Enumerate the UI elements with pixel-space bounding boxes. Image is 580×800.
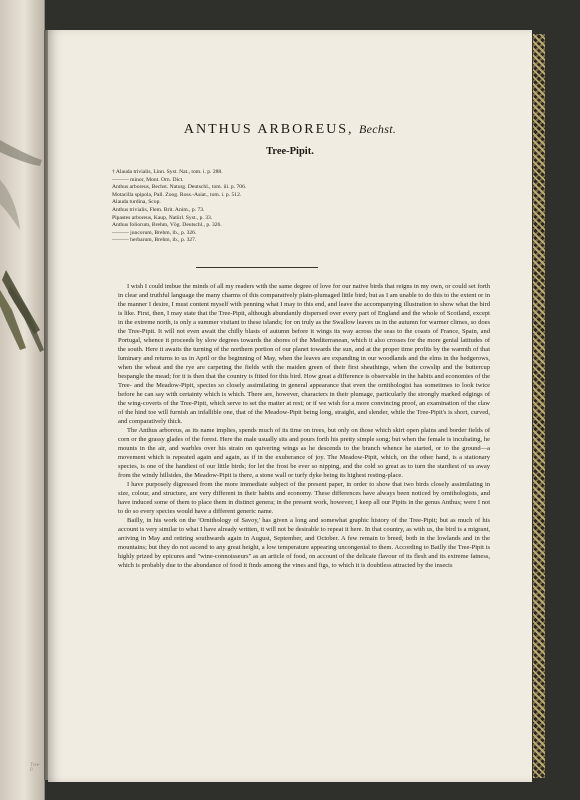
page-edge-pattern — [532, 34, 545, 778]
title-main: ANTHUS ARBOREUS, — [183, 122, 354, 137]
body-text — [118, 282, 490, 570]
synonym-item: Pipastes arboreus, Kaup, Natürl. Syst., p. 33. — [112, 214, 213, 221]
synonym-item: Anthus arboreus, Bechst. Naturg. Deutschl., tom. iii. p. 706. — [112, 184, 247, 191]
body-paragraph: I have purposely digressed from the more immediate subject of the present paper, in order to show that two birds closely assimilating in size, colour, and structure, are very different in their habits and economy. These differences have always been noticed by ornithologists, and have induced some of them to place them in distinct genera; in the present work, however, I keep all our Pipits in the genus Anthus; were I not to do so every species would have a different generic name. — [118, 481, 490, 515]
synonym-item: ——— minor, Mont. Orn. Dict. — [112, 176, 184, 183]
previous-page — [0, 0, 45, 800]
synonym-item: ——— herbarum, Brehm, ib., p. 327. — [112, 237, 197, 244]
synonym-item: ——— juncorum, Brehm, ib., p. 326. — [112, 229, 197, 236]
synonym-item: † Alauda trivialis, Linn. Syst. Nat., tom. i. p. 288. — [112, 169, 223, 175]
synonym-list — [112, 169, 452, 245]
page-subtitle: Tree-Pipit. — [266, 146, 314, 157]
bird-illustration-fragment — [0, 120, 44, 380]
body-paragraph: The Anthus arboreus, as its name implies, spends much of its time on trees, but only on those which skirt open plains and border fields of corn or the grassy glades of the forest. Here the male usually sits and pours forth his pretty simple song; but when the female is incubating, he mounts in the air, and warbles over his strain on quivering wings as he descends to the branch whence he started, or to the ground—a movement which is repeated again and again, as if in the exuberance of joy. The Meadow-Pipit, which, on the other hand, is a stationary species, is one of the handiest of our little birds; for let the frost be ever so nipping, and the cold so great as to turn the stardiest of us away from the windy hillsides, the Meadow-Pipit is there, a stone wall or turfy dyke being its highest resting-place. — [118, 427, 490, 479]
previous-page-caption: Tree-P. — [30, 763, 41, 773]
synonym-item: Anthus foliorum, Brehm, Vög. Deutschl., p. 326. — [112, 222, 222, 229]
section-divider — [196, 267, 318, 268]
synonym-item: Anthus trivialis, Flem. Brit. Anim., p. 73. — [112, 206, 205, 213]
body-paragraph: I wish I could imbue the minds of all my readers with the same degree of love for our native birds that reigns in my own, or could set forth in clear and truthful language the many charms of this comparatively plain-plumaged little bird; but as I am unable to do this to the extent or in the manner I desire, I must content myself with penning what I may to this end, and leave the accompanying illustration to show what the bird is like. First, then, I may state that the Tree-Pipit, although abundantly dispersed over every part of England and the whole of Scotland, except in the extreme north, is only a summer visitant to these islands; for on truly as the Swallow leaves us in the autumn for warmer climes, so does the Tree-Pipit. It will not even await the chilly blasts of autumn before it wings its way across the seas to the coasts of France, Spain, and Portugal, whence it proceeds by slow degrees towards the shores of the Mediterranean, which it also crosses for the more genial latitudes of the south. Here it awaits the turning of the northern portion of our planet towards the sun, and at the proper time profits by the warmth of that luminary and returns to us in April or the beginning of May, when the leaves are expanding in our woodlands and the elms in the hedgerows, when the wheat and the rye are carpeting the fields with the maiden green of their first sheathings, when the cowslip and the buttercup bespangle the mead; for it is then that the country is fitted for this bird. How great a difference is observable in the habits and economies of the Tree- and the Meadow-Pipit, species so closely assimilating in general appearance that even the ornithologist has sometimes to look twice before he can say with certainty which is which. There are, however, characters in their plumage, particularly the strongly marked edgings of the wing-coverts of the Tree-Pipit, which serve to set the matter at rest; or if we wish for a more convincing proof, an examination of the claw of the hind toe will furnish an infallible one, that of the Meadow-Pipit being long, straight, and slender, while the Tree-Pipit's is short, curved, and comparatively thick. — [118, 283, 490, 425]
page-title — [48, 122, 532, 138]
synonym-item: Alauda turdina, Scop. — [112, 199, 161, 206]
body-paragraph: Bailly, in his work on the 'Ornithology of Savoy,' has given a long and somewhat graphic history of the Tree-Pipit; but as much of his account is very similar to what I have already written, it will not be desirable to repeat it here. In that country, as with us, the bird is a migrant, arriving in May and retiring southwards again in August, September, and October. A few remain to breed, both in the lowlands and in the mountains; but they do not ascend to any great height, a low temperature appearing uncongenial to them. According to Bailly the Tree-Pipit is highly prized by epicures and "wine-connoisseurs" as an article of food, on account of the delicate flavour of its flesh and its extreme fatness, which is probably due to the abundance of food it finds among the vines and figs, to which it is doubtless attracted by the insects — [118, 517, 490, 569]
title-author: Bechst. — [359, 122, 397, 136]
synonym-item: Motacilla spipola, Pall. Zoog. Ross.-Asiat., tom. i. p. 512. — [112, 191, 242, 198]
